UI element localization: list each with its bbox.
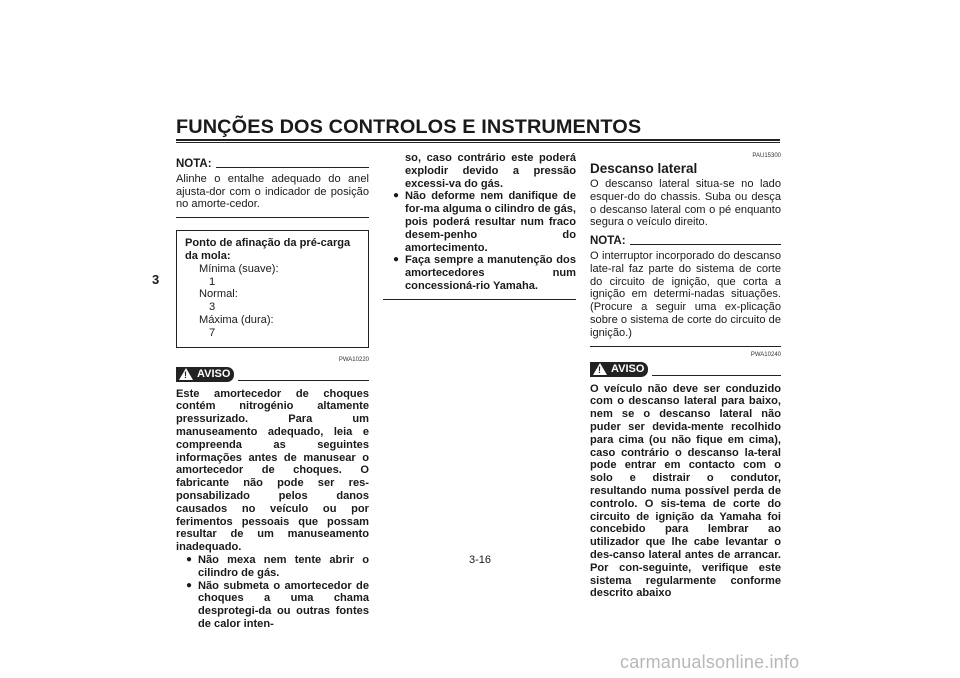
bullet-item bbox=[383, 190, 576, 254]
column-right bbox=[590, 152, 781, 600]
spec-item-label: Mínima (suave): bbox=[199, 262, 279, 275]
spec-item-value: 7 bbox=[209, 326, 216, 339]
spec-item-value: 1 bbox=[209, 275, 216, 288]
warning-triangle-icon: ! bbox=[179, 368, 193, 380]
warning-code: PWA10220 bbox=[338, 356, 369, 363]
nota-heading bbox=[176, 158, 369, 171]
nota-end-rule bbox=[590, 346, 781, 347]
spec-item-label: Normal: bbox=[199, 288, 238, 301]
spec-item-label: Máxima (dura): bbox=[199, 313, 274, 326]
spec-box bbox=[176, 230, 369, 347]
section-title: Descanso lateral bbox=[590, 161, 698, 176]
nota-text: Alinhe o entalhe adequado do anel ajusta-dor com o indicador de posição no amorte-cedor. bbox=[176, 172, 369, 211]
spec-box-title: Ponto de afinação da pré-carga da mola: bbox=[185, 237, 351, 262]
spec-item-max bbox=[185, 314, 360, 340]
section-text: O descanso lateral situa-se no lado esquer-do do chassis. Suba ou desça o descanso lateral com o pé enquanto segura o veículo direito. bbox=[590, 178, 781, 229]
spec-item-value: 3 bbox=[209, 301, 216, 314]
page-title: FUNÇÕES DOS CONTROLOS E INSTRUMENTOS bbox=[176, 116, 642, 138]
warning-code: PWA10240 bbox=[750, 351, 781, 358]
aviso-heading bbox=[590, 362, 781, 377]
nota-heading bbox=[590, 235, 781, 248]
bullet-text: Não mexa nem tente abrir o cilindro de gás. bbox=[198, 553, 369, 579]
aviso-badge bbox=[590, 362, 648, 377]
continued-text: so, caso contrário este poderá explodir devido a pressão excessi-va do gás. bbox=[405, 152, 576, 190]
column-middle bbox=[383, 152, 576, 300]
nota-label: NOTA: bbox=[176, 158, 212, 170]
bullet-icon: ● bbox=[393, 190, 400, 202]
aviso-rule bbox=[238, 380, 369, 381]
bullet-item bbox=[383, 254, 576, 292]
aviso-text: Este amortecedor de choques contém nitrogénio altamente pressurizado. Para um manuseamento adequado, leia e compreenda as seguintes informações antes de manusear o amortecedor de choques. O fabricante não pode ser res-ponsabilizado pelos danos causados no veículo ou por ferimentos pessoais que possam resultar de um manuseamento inadequado. bbox=[176, 387, 369, 554]
warning-triangle-icon: ! bbox=[593, 363, 607, 375]
chapter-tab: 3 bbox=[152, 272, 160, 287]
spec-item-min bbox=[185, 263, 360, 289]
nota-label: NOTA: bbox=[590, 235, 626, 248]
aviso-text: O veículo não deve ser conduzido com o descanso lateral para baixo, nem se o descanso lateral não puder ser devida-mente recolhido para cima (ou não fique em cima), caso contrário o descanso la-teral pode entrar em contacto com o solo e distrair o condutor, resultando numa possível perda de controlo. O sis-tema de corte do circuito de ignição da Yamaha foi concebido para lembrar ao utilizador que lhe cabe levantar o des-canso lateral antes de arrancar. Por con-seguinte, verifique este sistema regularmente conforme descrito abaixo bbox=[590, 382, 781, 600]
spec-item-normal bbox=[185, 288, 360, 314]
aviso-rule bbox=[652, 375, 781, 376]
aviso-heading bbox=[176, 367, 369, 382]
bullet-text: Não submeta o amortecedor de choques a uma chama desprotegi-da ou outras fontes de calor inten- bbox=[198, 579, 369, 630]
nota-rule bbox=[630, 244, 781, 245]
aviso-label: AVISO bbox=[197, 367, 231, 380]
page-number: 3-16 bbox=[468, 554, 492, 566]
bullet-icon: ● bbox=[186, 553, 193, 565]
bullet-text: Faça sempre a manutenção dos amortecedores num concessioná-rio Yamaha. bbox=[405, 254, 576, 292]
nota-end-rule bbox=[176, 217, 369, 218]
bullet-icon: ● bbox=[186, 579, 193, 591]
nota-rule bbox=[216, 167, 369, 168]
aviso-end-rule bbox=[383, 299, 576, 300]
aviso-badge bbox=[176, 367, 234, 382]
bullet-item bbox=[176, 580, 369, 631]
aviso-label: AVISO bbox=[611, 362, 645, 375]
watermark: carmanualsonline.info bbox=[620, 652, 800, 672]
nota-text: O interruptor incorporado do descanso late-ral faz parte do sistema de corte do circuito de ignição, que corta a ignição em determi-nadas situações. (Procure a seguir uma ex-plicação sobre o sistema de corte do circuito de ignição.) bbox=[590, 249, 781, 339]
title-rule-thin bbox=[176, 142, 780, 143]
section-code: PAU15300 bbox=[752, 153, 781, 159]
bullet-icon: ● bbox=[393, 254, 400, 266]
bullet-text: Não deforme nem danifique de for-ma alguma o cilindro de gás, pois poderá resultar num fraco desem-penho do amortecimento. bbox=[405, 190, 576, 254]
title-rule bbox=[176, 139, 780, 141]
